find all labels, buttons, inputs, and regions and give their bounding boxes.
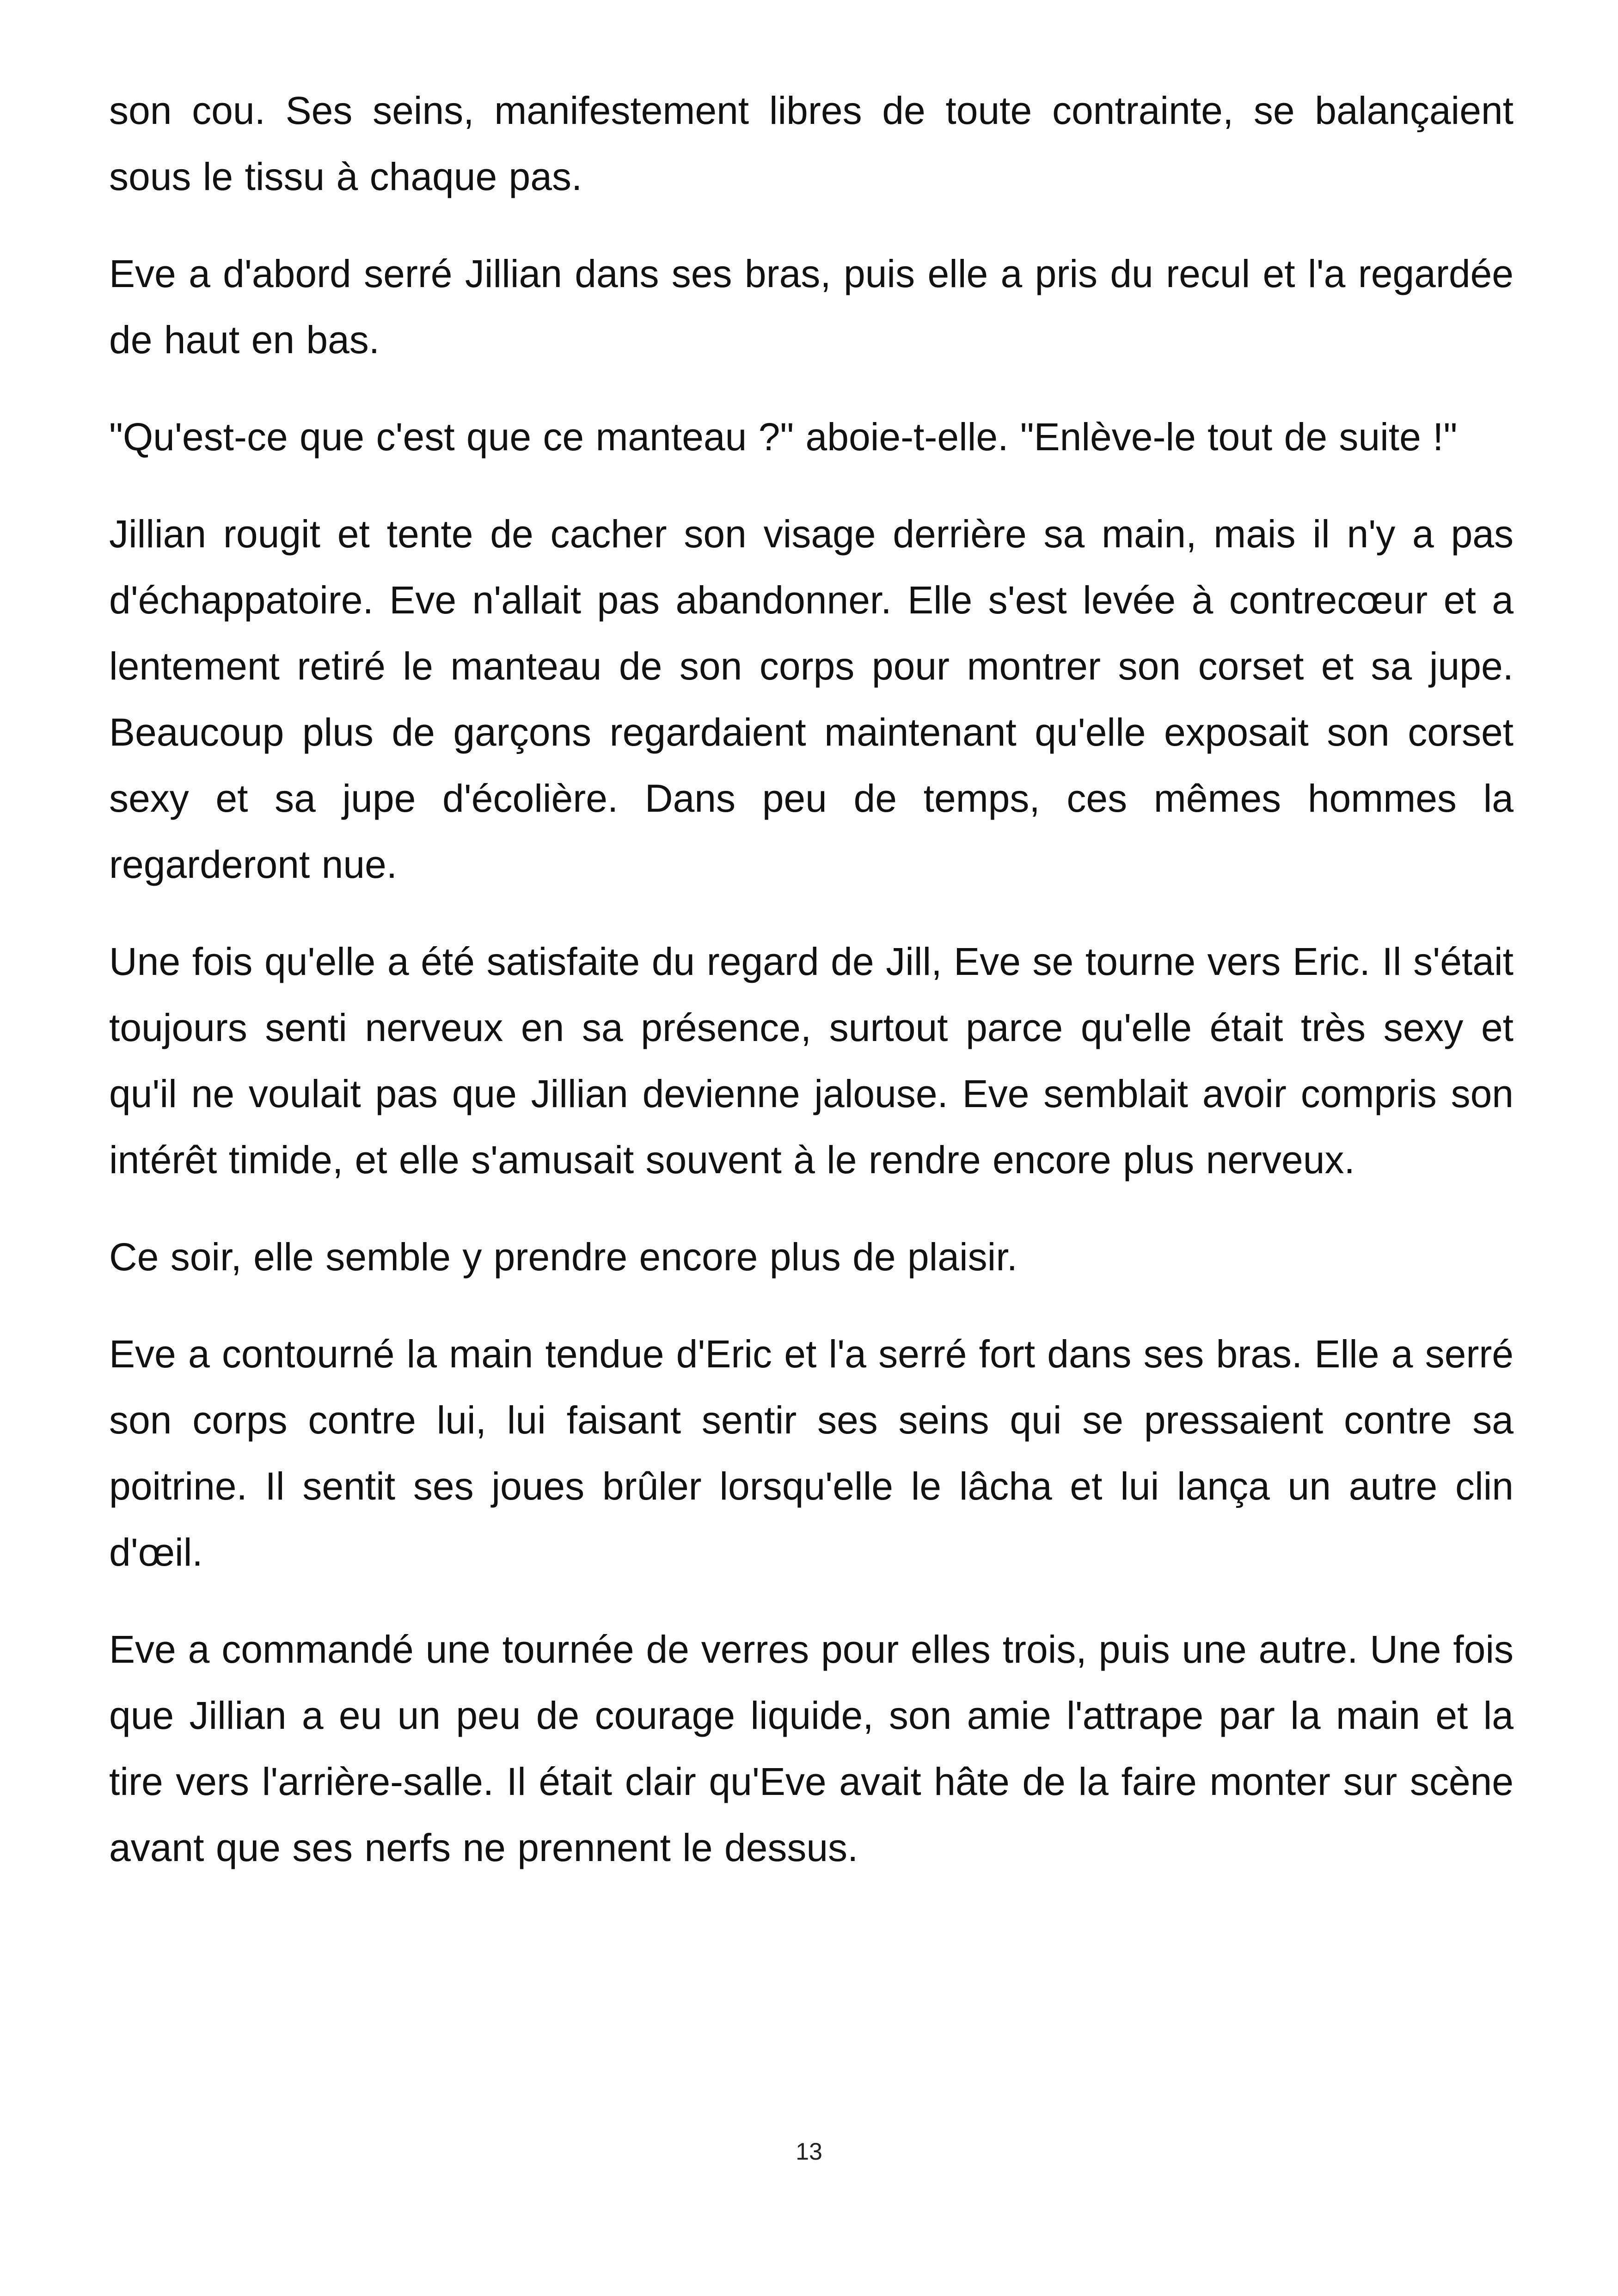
paragraph-6: Ce soir, elle semble y prendre encore plus de plaisir. bbox=[109, 1235, 1018, 1279]
paragraph-7: Eve a contourné la main tendue d'Eric et l'a serré fort dans ses bras. Elle a serré son corps contre lui, lui faisant sentir ses seins qui se pressaient contre sa poitrine. Il sentit ses joues brûler lorsqu'elle le lâcha et lui lança un autre clin d'œil. bbox=[109, 1332, 1514, 1574]
paragraph-5: Une fois qu'elle a été satisfaite du regard de Jill, Eve se tourne vers Eric. Il s'était toujours senti nerveux en sa présence, surtout parce qu'elle était très sexy et qu'il ne voulait pas que Jillian devienne jalouse. Eve semblait avoir compris son intérêt timide, et elle s'amusait souvent à le rendre encore plus nerveux. bbox=[109, 940, 1514, 1182]
paragraph-3: "Qu'est-ce que c'est que ce manteau ?" aboie-t-elle. "Enlève-le tout de suite !" bbox=[109, 415, 1458, 459]
page-body bbox=[109, 78, 1514, 1881]
paragraph-2: Eve a d'abord serré Jillian dans ses bras, puis elle a pris du recul et l'a regardée de haut en bas. bbox=[109, 252, 1514, 361]
paragraph-8: Eve a commandé une tournée de verres pour elles trois, puis une autre. Une fois que Jillian a eu un peu de courage liquide, son amie l'attrape par la main et la tire vers l'arrière-salle. Il était clair qu'Eve avait hâte de la faire monter sur scène avant que ses nerfs ne prennent le dessus. bbox=[109, 1628, 1514, 1869]
paragraph-4: Jillian rougit et tente de cacher son visage derrière sa main, mais il n'y a pas d'échappatoire. Eve n'allait pas abandonner. Elle s'est levée à contrecœur et a lentement retiré le manteau de son corps pour montrer son corset et sa jupe. Beaucoup plus de garçons regardaient maintenant qu'elle exposait son corset sexy et sa jupe d'écolière. Dans peu de temps, ces mêmes hommes la regarderont nue. bbox=[109, 512, 1514, 886]
page-number: 13 bbox=[796, 2138, 822, 2165]
paragraph-1: son cou. Ses seins, manifestement libres de toute contrainte, se balançaient sous le tissu à chaque pas. bbox=[109, 89, 1514, 198]
